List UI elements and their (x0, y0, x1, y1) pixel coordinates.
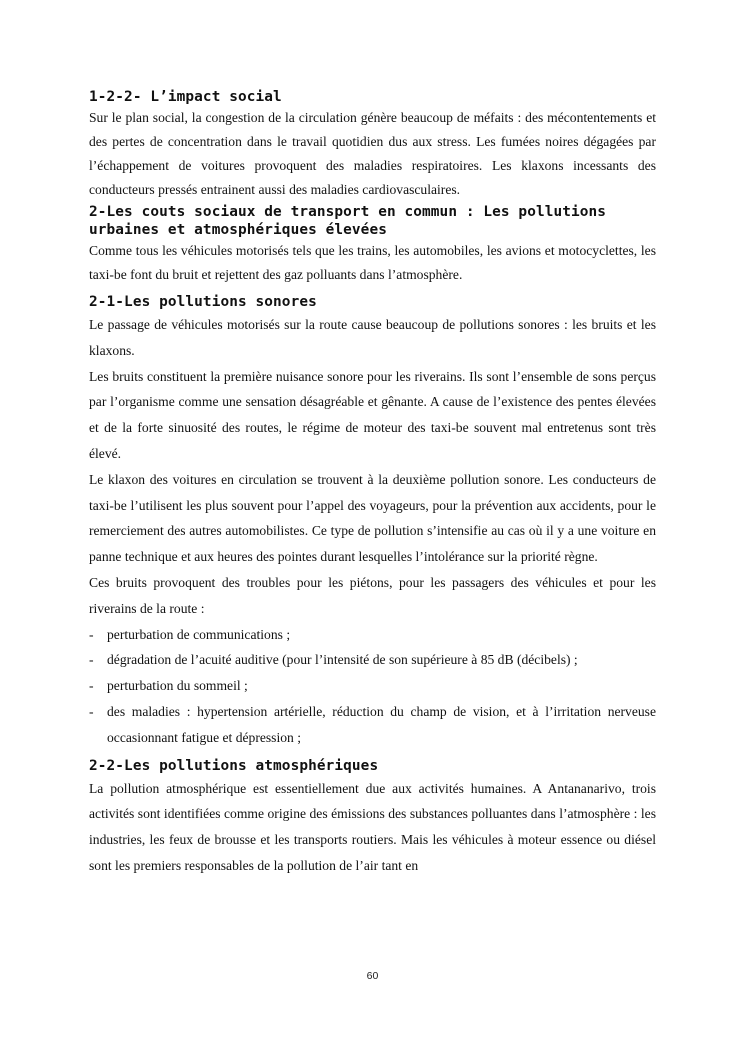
paragraph-troubles: Ces bruits provoquent des troubles pour les piétons, pour les passagers des véhicules et pour les riverains de la route : (89, 574, 656, 616)
effects-list (89, 622, 656, 751)
document-page (89, 88, 656, 879)
heading-impact-social: 1-2-2- L’impact social (89, 89, 282, 105)
list-item: - perturbation du sommeil ; (89, 673, 656, 699)
paragraph-couts-sociaux: Comme tous les véhicules motorisés tels que les trains, les automobiles, les avions et motocyclettes, les taxi-be font du bruit et rejettent des gaz polluants dans l’atmosphère. (89, 243, 656, 282)
list-item: - perturbation de communications ; (89, 622, 656, 648)
dash-bullet: - (89, 678, 94, 694)
dash-bullet: - (89, 652, 94, 668)
page-number: 60 (366, 970, 379, 982)
heading-couts-sociaux: 2-Les couts sociaux de transport en commun : Les pollutions urbaines et atmosphériques élevées (89, 204, 607, 238)
paragraph-klaxon: Le klaxon des voitures en circulation se trouvent à la deuxième pollution sonore. Les conducteurs de taxi-be l’utilisent les plus souvent pour l’appel des voyageurs, pour la prévention aux accidents, pour le remerciement des autres automobilistes. Ce type de pollution s’intensifie au cas où il y a une voiture en panne technique et aux heures des pointes durant lesquelles l’intolérance sur la priorité règne. (89, 471, 656, 565)
list-item: - dégradation de l’acuité auditive (pour l’intensité de son supérieure à 85 dB (décibels) ; (89, 647, 656, 673)
paragraph-pollution-atmospherique: La pollution atmosphérique est essentiellement due aux activités humaines. A Antananarivo, trois activités sont identifiées comme origine des émissions des substances polluantes dans l’atmosphère : les industries, les feux de brousse et les transports routiers. Mais les véhicules à moteur essence ou diésel sont les premiers responsables de la pollution de l’air tant en (89, 780, 656, 873)
dash-bullet: - (89, 626, 94, 642)
paragraph-impact-social: Sur le plan social, la congestion de la circulation génère beaucoup de méfaits : des mécontentements et des pertes de concentration dans le travail quotidien dus aux stress. Les fumées noires dégagées par l’échappement de voitures provoquent des maladies respiratoires. Les klaxons incessants des conducteurs pressés entrainent aussi des maladies cardiovasculaires. (89, 110, 656, 197)
heading-pollutions-atmospheriques: 2-2-Les pollutions atmosphériques (89, 757, 379, 774)
paragraph-passage-vehicules: Le passage de véhicules motorisés sur la route cause beaucoup de pollutions sonores : les bruits et les klaxons. (89, 317, 656, 358)
dash-bullet: - (89, 703, 94, 719)
list-item: - des maladies : hypertension artérielle, réduction du champ de vision, et à l’irritation nerveuse occasionnant fatigue et dépression ; (89, 699, 656, 751)
heading-pollutions-sonores: 2-1-Les pollutions sonores (89, 294, 317, 310)
paragraph-bruits: Les bruits constituent la première nuisance sonore pour les riverains. Ils sont l’ensemble de sons perçus par l’organisme comme une sensation désagréable et gênante. A cause de l’existence des pentes élevées et de la forte sinuosité des routes, le régime de moteur des taxi-be souvent mal entretenus sont très élevé. (89, 368, 656, 461)
